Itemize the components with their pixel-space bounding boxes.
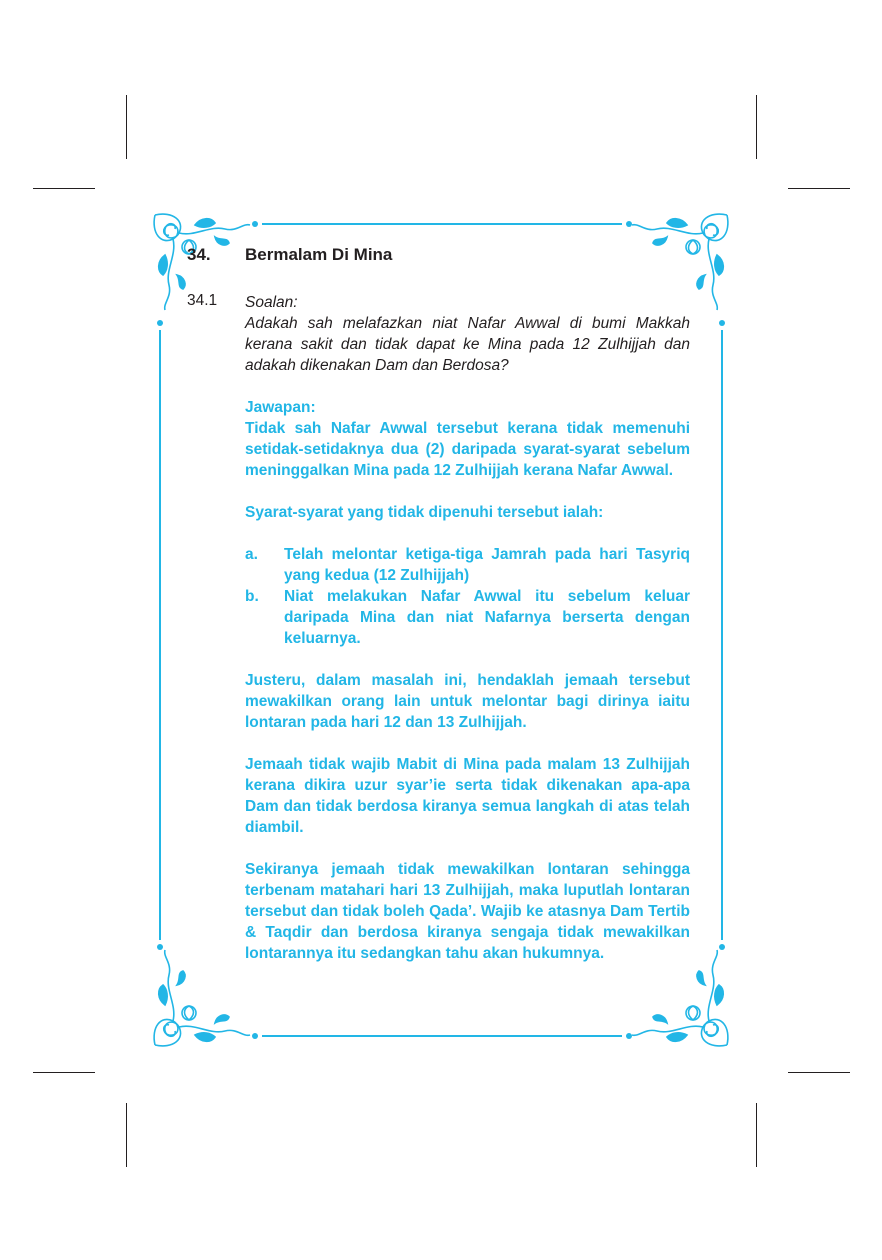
section-title: Bermalam Di Mina (245, 245, 393, 264)
answer-paragraph-1: Tidak sah Nafar Awwal tersebut kerana tidak memenuhi setidak-setidaknya dua (2) daripada syarat-syarat sebelum meninggalkan Mina pada 12 Zulhijjah kerana Nafar Awwal. (245, 420, 690, 479)
section-heading (187, 245, 690, 269)
condition-marker: b. (245, 588, 259, 605)
question-text: Adakah sah melafazkan niat Nafar Awwal di bumi Makkah kerana sakit dan tidak dapat ke Mina pada 12 Zulhijjah dan adakah dikenakan Dam dan Berdosa? (245, 315, 690, 374)
condition-item-b (245, 586, 690, 649)
answer-paragraph-3: Jemaah tidak wajib Mabit di Mina pada malam 13 Zulhijjah kerana dikira uzur syar’ie serta tidak dikenakan apa-apa Dam dan tidak berdosa kiranya semua langkah di atas telah diambil. (245, 756, 690, 836)
answer-label: Jawapan: (245, 399, 316, 416)
answer-paragraph-4: Sekiranya jemaah tidak mewakilkan lontaran sehingga terbenam matahari hari 13 Zulhijjah, maka luputlah lontaran tersebut dan tidak boleh Qada’. Wajib ke atasnya Dam Tertib & Taqdir dan berdosa kiranya sengaja tidak mewakilkan lontarannya itu sedangkan tahu akan hukumnya. (245, 861, 690, 962)
condition-text: Telah melontar ketiga-tiga Jamrah pada hari Tasyriq yang kedua (12 Zulhijjah) (284, 546, 690, 584)
answer-paragraph-2: Justeru, dalam masalah ini, hendaklah jemaah tersebut mewakilkan orang lain untuk melontar bagi dirinya iaitu lontaran pada hari 12 dan 13 Zulhijjah. (245, 672, 690, 731)
condition-text: Niat melakukan Nafar Awwal itu sebelum keluar daripada Mina dan niat Nafarnya berserta dengan keluarnya. (284, 588, 690, 647)
question-answer-body (245, 292, 690, 964)
condition-item-a (245, 544, 690, 586)
section-number: 34. (187, 245, 211, 264)
question-number: 34.1 (187, 292, 218, 309)
question-label: Soalan: (245, 294, 298, 311)
conditions-intro: Syarat-syarat yang tidak dipenuhi tersebut ialah: (245, 504, 604, 521)
condition-marker: a. (245, 546, 258, 563)
